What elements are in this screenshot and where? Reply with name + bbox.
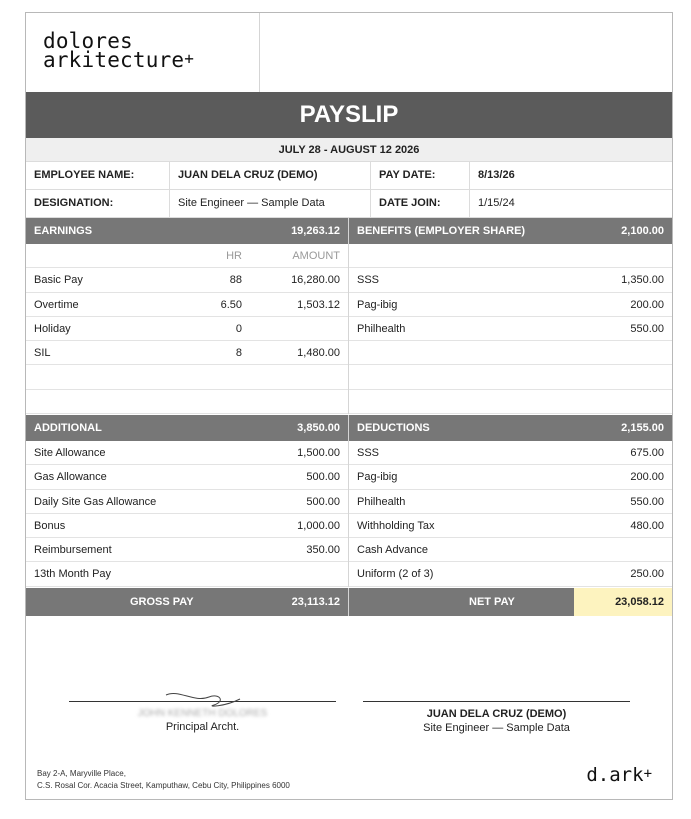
row-amount: 550.00 <box>630 322 664 335</box>
net-pay-label: NET PAY <box>469 596 515 608</box>
row-label: Daily Site Gas Allowance <box>34 495 157 508</box>
address-line-1: Bay 2-A, Maryville Place, <box>37 769 126 778</box>
row-hr: 88 <box>229 274 242 287</box>
row-hr: 0 <box>235 322 242 335</box>
earnings-column <box>26 218 349 414</box>
date-join-label: DATE JOIN: <box>371 190 470 217</box>
employee-signature-role: Site Engineer — Sample Data <box>423 722 570 734</box>
row-amount: 250.00 <box>630 568 664 581</box>
totals-bar <box>26 588 672 616</box>
deductions-label: DEDUCTIONS <box>357 422 430 434</box>
row-label: Overtime <box>34 298 79 311</box>
benefits-header <box>349 218 672 244</box>
row-amount: 1,480.00 <box>297 347 340 360</box>
additional-column <box>26 415 349 587</box>
info-row-2 <box>26 190 672 218</box>
benefits-row <box>349 317 672 341</box>
additional-row <box>26 490 348 514</box>
row-amount: 16,280.00 <box>291 274 340 287</box>
row-amount: 1,000.00 <box>297 519 340 532</box>
row-label: Cash Advance <box>357 544 428 557</box>
deductions-row <box>349 538 672 562</box>
earnings-benefits-section <box>26 218 672 414</box>
net-pay <box>349 588 672 616</box>
info-row-1 <box>26 162 672 190</box>
pay-date-label: PAY DATE: <box>371 162 470 189</box>
deductions-row <box>349 490 672 514</box>
additional-row <box>26 562 348 586</box>
employee-name-value: JUAN DELA CRUZ (DEMO) <box>170 162 371 189</box>
row-label: Philhealth <box>357 322 406 335</box>
additional-label: ADDITIONAL <box>34 422 102 434</box>
row-amount: 550.00 <box>630 495 664 508</box>
empty-row <box>349 244 672 268</box>
benefits-row <box>349 268 672 292</box>
earnings-row <box>26 317 348 341</box>
earnings-row <box>26 341 348 365</box>
signature-scribble <box>164 687 244 707</box>
additional-row <box>26 465 348 489</box>
logo-plus: + <box>184 49 195 68</box>
company-address <box>37 768 290 792</box>
empty-row <box>349 365 672 389</box>
designation-value: Site Engineer — Sample Data <box>170 190 371 217</box>
row-hr: 8 <box>235 347 242 360</box>
row-label: Pag-ibig <box>357 471 398 484</box>
row-hr: 6.50 <box>220 298 242 311</box>
employee-signature-name: JUAN DELA CRUZ (DEMO) <box>426 708 567 720</box>
deductions-header <box>349 415 672 441</box>
row-amount: 500.00 <box>306 471 340 484</box>
additional-header <box>26 415 348 441</box>
deductions-row <box>349 562 672 586</box>
principal-name: JOHN KENNETH DOLORES <box>137 708 268 719</box>
logo-line-2: arkitecture <box>43 48 185 72</box>
row-label: Holiday <box>34 322 71 335</box>
employee-info <box>26 162 672 218</box>
header-row <box>26 13 672 92</box>
deductions-row <box>349 465 672 489</box>
benefits-column <box>349 218 672 414</box>
brand-mark-text: d.ark <box>586 764 644 786</box>
earnings-row <box>26 293 348 317</box>
row-label: Bonus <box>34 519 66 532</box>
row-amount: 1,350.00 <box>621 274 664 287</box>
benefits-row <box>349 293 672 317</box>
pay-date-value: 8/13/26 <box>478 169 515 181</box>
hr-header: HR <box>226 250 242 262</box>
gross-pay <box>26 588 349 616</box>
row-label: Basic Pay <box>34 274 83 287</box>
pay-period: JULY 28 - AUGUST 12 2026 <box>26 138 672 162</box>
row-label: SSS <box>357 274 380 287</box>
row-amount: 500.00 <box>306 495 340 508</box>
earnings-total: 19,263.12 <box>291 225 340 237</box>
row-label: Withholding Tax <box>357 519 435 532</box>
deductions-total: 2,155.00 <box>621 422 664 434</box>
earnings-row <box>26 268 348 292</box>
deductions-column <box>349 415 672 587</box>
row-amount: 200.00 <box>630 471 664 484</box>
row-amount: 1,503.12 <box>297 298 340 311</box>
brand-mark-plus: + <box>643 766 652 782</box>
payslip-sheet <box>25 12 673 800</box>
row-label: Reimbursement <box>34 544 112 557</box>
brand-mark <box>586 764 652 786</box>
earnings-header <box>26 218 348 244</box>
row-amount: 480.00 <box>630 519 664 532</box>
empty-row <box>349 341 672 365</box>
gross-pay-value: 23,113.12 <box>291 596 340 608</box>
principal-role: Principal Archt. <box>165 721 240 733</box>
employee-signature-block <box>363 701 630 734</box>
row-label: Philhealth <box>357 495 406 508</box>
benefits-total: 2,100.00 <box>621 225 664 237</box>
designation-label: DESIGNATION: <box>26 190 170 217</box>
principal-signature-block <box>69 701 336 733</box>
additional-row <box>26 538 348 562</box>
additional-row <box>26 441 348 465</box>
employee-name-label: EMPLOYEE NAME: <box>26 162 170 189</box>
row-label: SSS <box>357 447 380 459</box>
row-label: 13th Month Pay <box>34 568 112 581</box>
empty-row <box>26 390 348 414</box>
row-amount: 1,500.00 <box>297 447 340 459</box>
row-label: Pag-ibig <box>357 298 398 311</box>
deductions-row <box>349 441 672 465</box>
address-line-2: C.S. Rosal Cor. Acacia Street, Kamputhaw, Cebu City, Philippines 6000 <box>37 781 290 790</box>
net-pay-value: 23,058.12 <box>574 588 672 616</box>
row-label: Uniform (2 of 3) <box>357 568 434 581</box>
row-label: Site Allowance <box>34 447 106 459</box>
row-label: Gas Allowance <box>34 471 107 484</box>
empty-row <box>26 365 348 389</box>
logo-line-1: dolores <box>43 29 133 53</box>
additional-total: 3,850.00 <box>297 422 340 434</box>
row-label: SIL <box>34 347 51 360</box>
row-amount: 350.00 <box>306 544 340 557</box>
amount-header: AMOUNT <box>292 250 340 262</box>
earnings-subheader <box>26 244 348 268</box>
benefits-label: BENEFITS (EMPLOYER SHARE) <box>357 225 526 237</box>
additional-row <box>26 514 348 538</box>
payslip-title: PAYSLIP <box>26 92 672 138</box>
row-amount: 200.00 <box>630 298 664 311</box>
signature-line <box>363 701 630 702</box>
deductions-row <box>349 514 672 538</box>
earnings-label: EARNINGS <box>34 225 93 237</box>
gross-pay-label: GROSS PAY <box>130 596 194 608</box>
date-join-value: 1/15/24 <box>478 197 515 209</box>
company-logo <box>26 13 260 92</box>
empty-row <box>349 390 672 414</box>
additional-deductions-section <box>26 415 672 587</box>
row-amount: 675.00 <box>630 447 664 459</box>
